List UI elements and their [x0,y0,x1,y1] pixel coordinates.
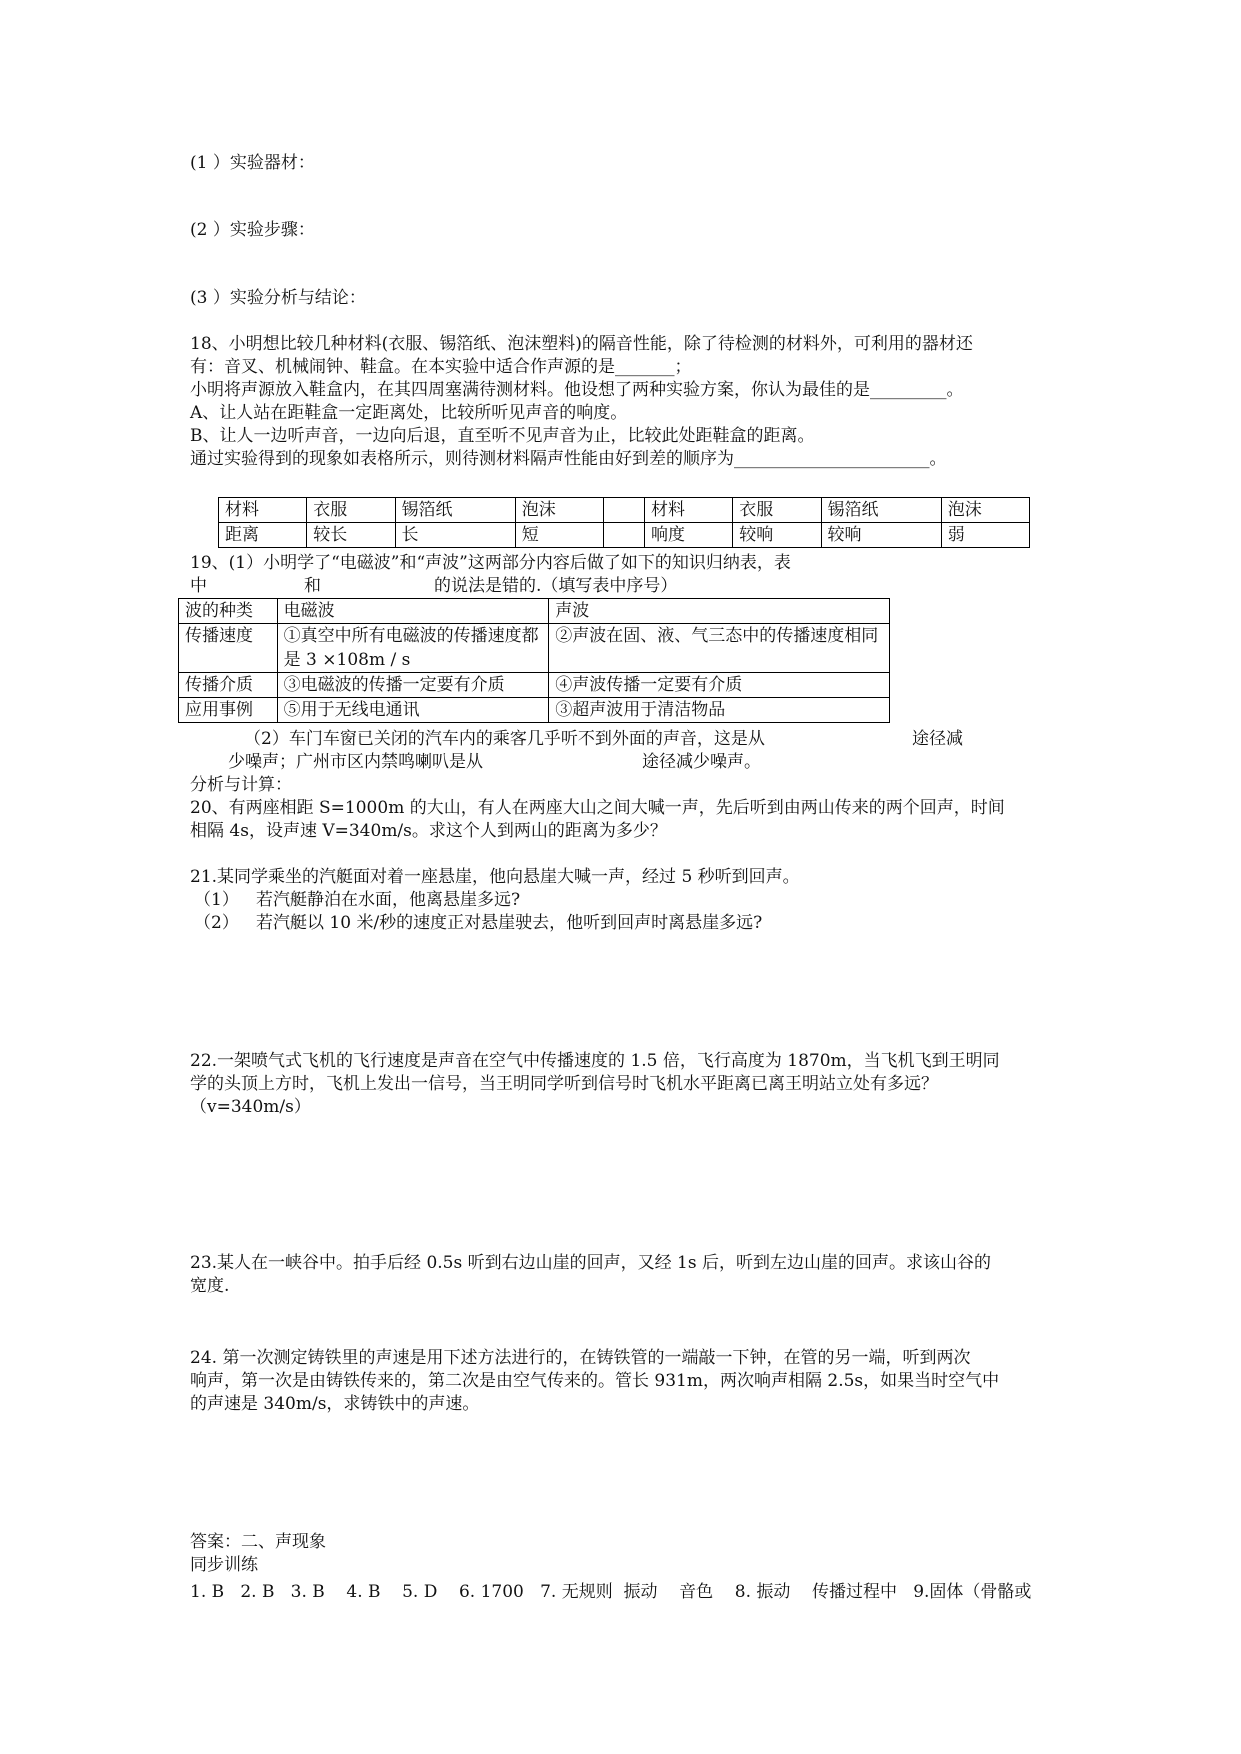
table-cell: 较长 [307,523,395,548]
table-cell: 波的种类 [179,599,278,624]
table-cell: 距离 [219,523,307,548]
q23-line1: 23.某人在一峡谷中。拍手后经 0.5s 听到右边山崖的回声，又经 1s 后，听到左边山崖的回声。求该山谷的 [190,1253,991,1273]
table-cell: 长 [395,523,515,548]
q20-line1: 20、有两座相距 S=1000m 的大山，有人在两座大山之间大喊一声，先后听到由两山传来的两个回声，时间 [190,798,1005,818]
q21-part2: 若汽艇以 10 米/秒的速度正对悬崖驶去，他听到回声时离悬崖多远? [256,913,763,933]
table-cell: 弱 [941,523,1029,548]
table-cell: 衣服 [733,498,821,523]
table-cell: 较响 [821,523,941,548]
q23-line2: 宽度. [190,1276,230,1296]
q19-part2-line1: （2）车门车窗已关闭的汽车内的乘客几乎听不到外面的声音，这是从 [244,729,765,749]
table-row [179,624,890,673]
table-cell: 传播速度 [179,624,278,673]
table-cell: 锡箔纸 [395,498,515,523]
q18-line2: 有：音叉、机械闹钟、鞋盒。在本实验中适合作声源的是_______； [190,357,692,377]
q21-part1: 若汽艇静泊在水面，他离悬崖多远? [256,890,521,910]
q22-line1: 22.一架喷气式飞机的飞行速度是声音在空气中传播速度的 1.5 倍，飞行高度为 1870m，当飞机飞到王明同 [190,1051,1000,1071]
table-row [219,498,1030,523]
q24-line1: 24. 第一次测定铸铁里的声速是用下述方法进行的，在铸铁管的一端敲一下钟，在管的另一端，听到两次 [190,1348,971,1368]
table-cell: 锡箔纸 [821,498,941,523]
experiment-steps: (2 ）实验步骤： [190,220,315,240]
table-cell: 衣服 [307,498,395,523]
q18-line3: 小明将声源放入鞋盒内，在其四周塞满待测材料。他设想了两种实验方案，你认为最佳的是_________。 [190,380,964,400]
q19-part2-line2: 少噪声；广州市区内禁鸣喇叭是从 [228,752,483,772]
experiment-analysis: (3 ）实验分析与结论： [190,288,366,308]
answers-line1: 1. B 2. B 3. B 4. B 5. D 6. 1700 7. 无规则 振动 音色 8. 振动 传播过程中 9.固体（骨骼或 [190,1582,1032,1602]
q21-part1-number: （1） [194,890,239,910]
table-row [179,599,890,624]
table-row [179,698,890,723]
q18-option-b: B、让人一边听声音，一边向后退，直至听不见声音为止，比较此处距鞋盒的距离。 [190,426,815,446]
q19-waves-table [178,598,890,723]
q19-line1: 19、(1）小明学了“电磁波”和“声波”这两部分内容后做了如下的知识归纳表，表 [190,553,791,573]
table-cell: ③超声波用于清洁物品 [549,698,890,723]
table-cell: ②声波在固、液、气三态中的传播速度相同 [549,624,890,673]
experiment-materials: (1 ）实验器材： [190,153,315,173]
table-cell: ⑤用于无线电通讯 [277,698,549,723]
table-row [179,673,890,698]
table-cell [603,498,644,523]
q22-line2: 学的头顶上方时，飞机上发出一信号，当王明同学听到信号时飞机水平距离已离王明站立处有多远？ [190,1074,938,1094]
section-calc-title: 分析与计算： [190,775,292,795]
q22-line3: （v=340m/s） [190,1097,311,1117]
q19-line2-start: 中 [190,576,207,596]
table-cell: 电磁波 [277,599,549,624]
q19-part2-line1-end: 途径减 [912,729,963,749]
q24-line3: 的声速是 340m/s，求铸铁中的声速。 [190,1394,480,1414]
table-row [219,523,1030,548]
table-cell: ①真空中所有电磁波的传播速度都是 3 ×108m / s [277,624,549,673]
answers-subtitle: 同步训练 [190,1555,258,1575]
table-cell: 泡沫 [941,498,1029,523]
q21-line1: 21.某同学乘坐的汽艇面对着一座悬崖，他向悬崖大喊一声，经过 5 秒听到回声。 [190,867,800,887]
table-cell: 声波 [549,599,890,624]
table-cell: ④声波传播一定要有介质 [549,673,890,698]
table-cell: 较响 [733,523,821,548]
q18-option-a: A、让人站在距鞋盒一定距离处，比较所听见声音的响度。 [190,403,628,423]
q18-line1: 18、小明想比较几种材料(衣服、锡箔纸、泡沫塑料)的隔音性能，除了待检测的材料外，可利用的器材还 [190,334,973,354]
table-cell: 材料 [219,498,307,523]
q19-line2-end: 的说法是错的.（填写表中序号） [434,576,678,596]
table-cell: 应用事例 [179,698,278,723]
table-cell: 短 [515,523,603,548]
table-cell: 泡沫 [515,498,603,523]
q24-line2: 响声，第一次是由铸铁传来的，第二次是由空气传来的。管长 931m，两次响声相隔 2.5s，如果当时空气中 [190,1371,1000,1391]
table-cell: 传播介质 [179,673,278,698]
q21-part2-number: （2） [194,913,239,933]
table-cell: ③电磁波的传播一定要有介质 [277,673,549,698]
table-cell: 材料 [644,498,732,523]
table-cell [603,523,644,548]
q20-line2: 相隔 4s，设声速 V=340m/s。求这个人到两山的距离为多少？ [190,821,667,841]
table-cell: 响度 [644,523,732,548]
q19-line2-and: 和 [304,576,321,596]
q19-part2-line2-end: 途径减少噪声。 [642,752,761,772]
q18-line4: 通过实验得到的现象如表格所示，则待测材料隔声性能由好到差的顺序为_______________________。 [190,449,947,469]
q18-results-table [218,497,1030,548]
answers-title: 答案：二、声现象 [190,1532,326,1552]
